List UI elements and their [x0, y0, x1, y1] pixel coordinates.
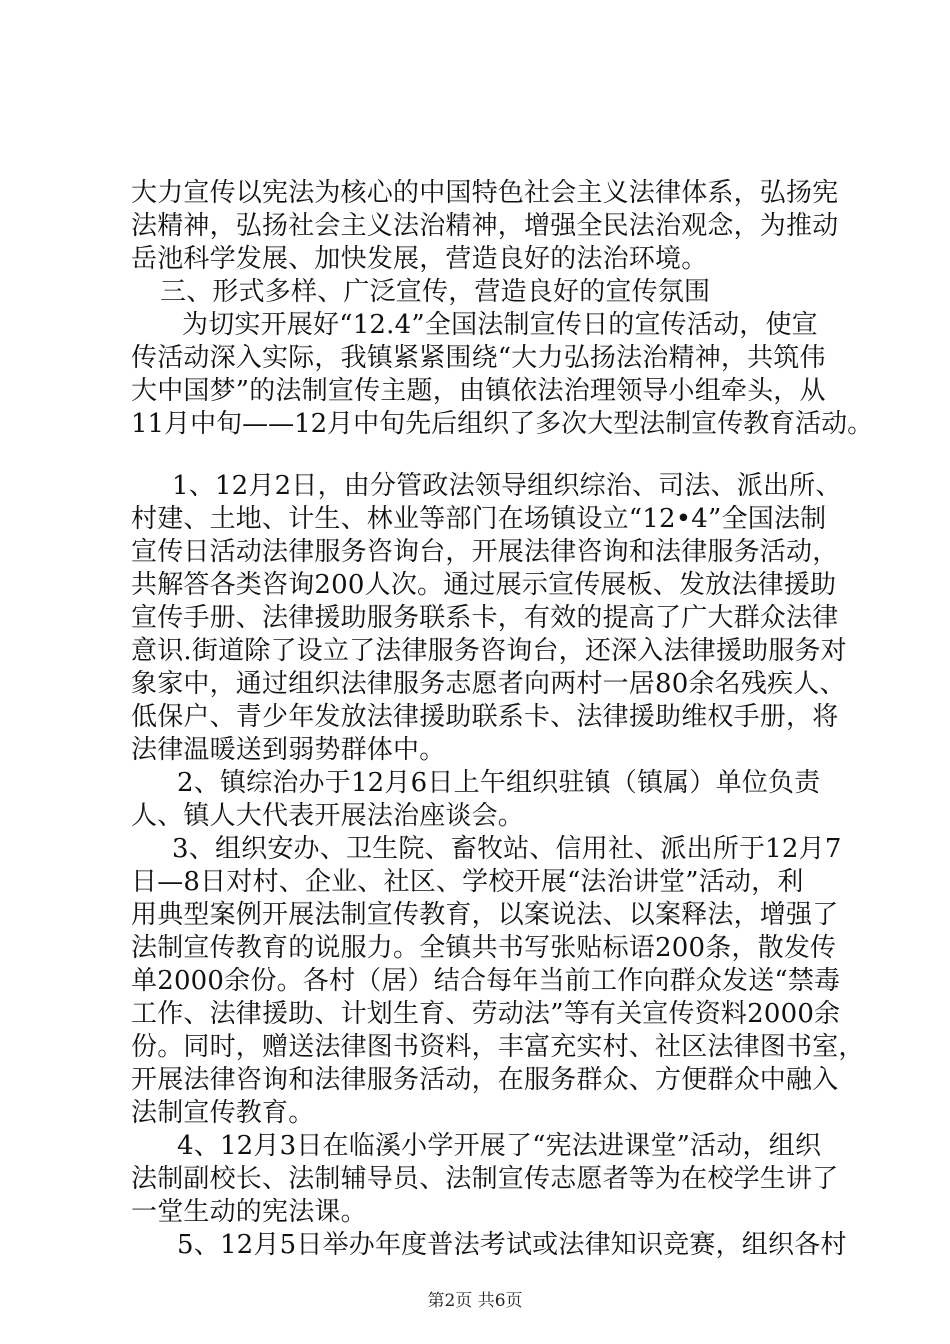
section-heading: 三、形式多样、广泛宣传，营造良好的宣传氛围	[160, 277, 711, 307]
body-text-line: 共解答各类咨询200人次。通过展示宣传展板、发放法律援助	[131, 570, 837, 600]
list-item-2: 2、镇综治办于12月6日上午组织驻镇（镇属）单位负责	[177, 768, 821, 798]
body-text-line: 宣传日活动法律服务咨询台，开展法律咨询和法律服务活动，	[131, 537, 839, 567]
list-item-5: 5、12月5日举办年度普法考试或法律知识竞赛，组织各村	[177, 1230, 847, 1260]
body-text-line: 法精神，弘扬社会主义法治精神，增强全民法治观念，为推动	[131, 211, 839, 241]
body-text-line: 法制宣传教育的说服力。全镇共书写张贴标语200条，散发传	[131, 933, 837, 963]
body-text-line: 宣传手册、法律援助服务联系卡，有效的提高了广大群众法律	[131, 603, 839, 633]
body-text-line: 法制宣传教育。	[131, 1098, 315, 1128]
body-text-line: 村建、土地、计生、林业等部门在场镇设立“12•4”全国法制	[131, 504, 827, 534]
body-text-line: 人、镇人大代表开展法治座谈会。	[131, 801, 525, 831]
body-text-line: 意识.街道除了设立了法律服务咨询台，还深入法律援助服务对	[131, 636, 847, 666]
body-text-line: 日—8日对村、企业、社区、学校开展“法治讲堂”活动，利	[131, 867, 804, 897]
body-text-line: 传活动深入实际，我镇紧紧围绕“大力弘扬法治精神，共筑伟	[131, 343, 826, 373]
body-text-line: 大中国梦”的法制宣传主题，由镇依法治理领导小组牵头，从	[131, 376, 826, 406]
body-text-line: 为切实开展好“12.4”全国法制宣传日的宣传活动，使宣	[182, 310, 818, 340]
body-text-line: 11月中旬——12月中旬先后组织了多次大型法制宣传教育活动。	[131, 409, 874, 439]
list-item-4: 4、12月3日在临溪小学开展了“宪法进课堂”活动，组织	[177, 1131, 822, 1161]
body-text-line: 象家中，通过组织法律服务志愿者向两村一居80余名残疾人、	[131, 669, 846, 699]
body-text-line: 工作、法律援助、计划生育、劳动法”等有关宣传资料2000余	[131, 999, 841, 1029]
body-text-line: 开展法律咨询和法律服务活动，在服务群众、方便群众中融入	[131, 1065, 839, 1095]
body-text-line: 份。同时，赠送法律图书资料，丰富充实村、社区法律图书室，	[131, 1032, 865, 1062]
body-text-line: 一堂生动的宪法课。	[131, 1197, 367, 1227]
page-number-footer: 第2页 共6页	[427, 1291, 523, 1311]
body-text-line: 岳池科学发展、加快发展，营造良好的法治环境。	[131, 244, 708, 274]
list-item-1: 1、12月2日，由分管政法领导组织综治、司法、派出所、	[172, 471, 842, 501]
body-text-line: 用典型案例开展法制宣传教育，以案说法、以案释法，增强了	[131, 900, 839, 930]
list-item-3: 3、组织安办、卫生院、畜牧站、信用社、派出所于12月7	[172, 834, 842, 864]
body-text-line: 法制副校长、法制辅导员、法制宣传志愿者等为在校学生讲了	[131, 1164, 839, 1194]
body-text-line: 单2000余份。各村（居）结合每年当前工作向群众发送“禁毒	[131, 966, 841, 996]
body-text-line: 法律温暖送到弱势群体中。	[131, 735, 446, 765]
body-text-line: 低保户、青少年发放法律援助联系卡、法律援助维权手册，将	[131, 702, 839, 732]
body-text-line: 大力宣传以宪法为核心的中国特色社会主义法律体系，弘扬宪	[131, 178, 839, 208]
